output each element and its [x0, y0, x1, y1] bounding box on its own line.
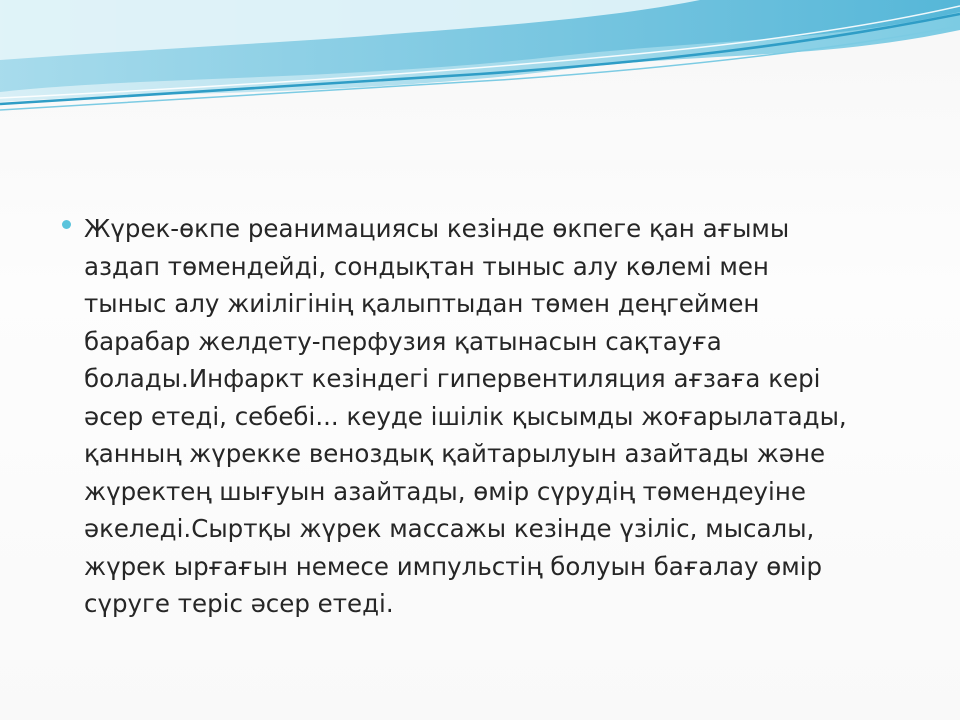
bullet-dot-icon — [62, 220, 71, 229]
header-wave-decoration — [0, 0, 960, 120]
bullet-item — [62, 210, 922, 623]
content-area — [62, 210, 922, 623]
text-line: әсер етеді, себебі... кеуде ішілік қысымды жоғарылатады, — [84, 401, 847, 431]
text-line: жүрек ырғағын немесе импульстің болуын бағалау өмір — [84, 551, 823, 581]
text-line: әкеледі.Сыртқы жүрек массажы кезінде үзіліс, мысалы, — [84, 514, 815, 543]
text-line: барабар желдету-перфузия қатынасын сақтауға — [84, 326, 722, 356]
text-line: сүруге теріс әсер етеді. — [84, 589, 394, 618]
text-line: Жүрек-өкпе реанимациясы кезінде өкпеге қан ағымы — [84, 214, 790, 243]
text-line: жүректең шығуын азайтады, өмір сүрудің төмендеуіне — [84, 476, 806, 506]
text-line: тыныс алу жиілігінің қалыптыдан төмен деңгеймен — [84, 289, 760, 318]
text-line: қанның жүрекке веноздық қайтарылуын азайтады және — [84, 439, 826, 468]
bullet-text — [84, 210, 922, 623]
text-line: болады.Инфаркт кезіндегі гипервентиляция ағзаға кері — [84, 364, 821, 393]
text-line: аздап төмендейді, сондықтан тыныс алу көлемі мен — [84, 251, 769, 281]
